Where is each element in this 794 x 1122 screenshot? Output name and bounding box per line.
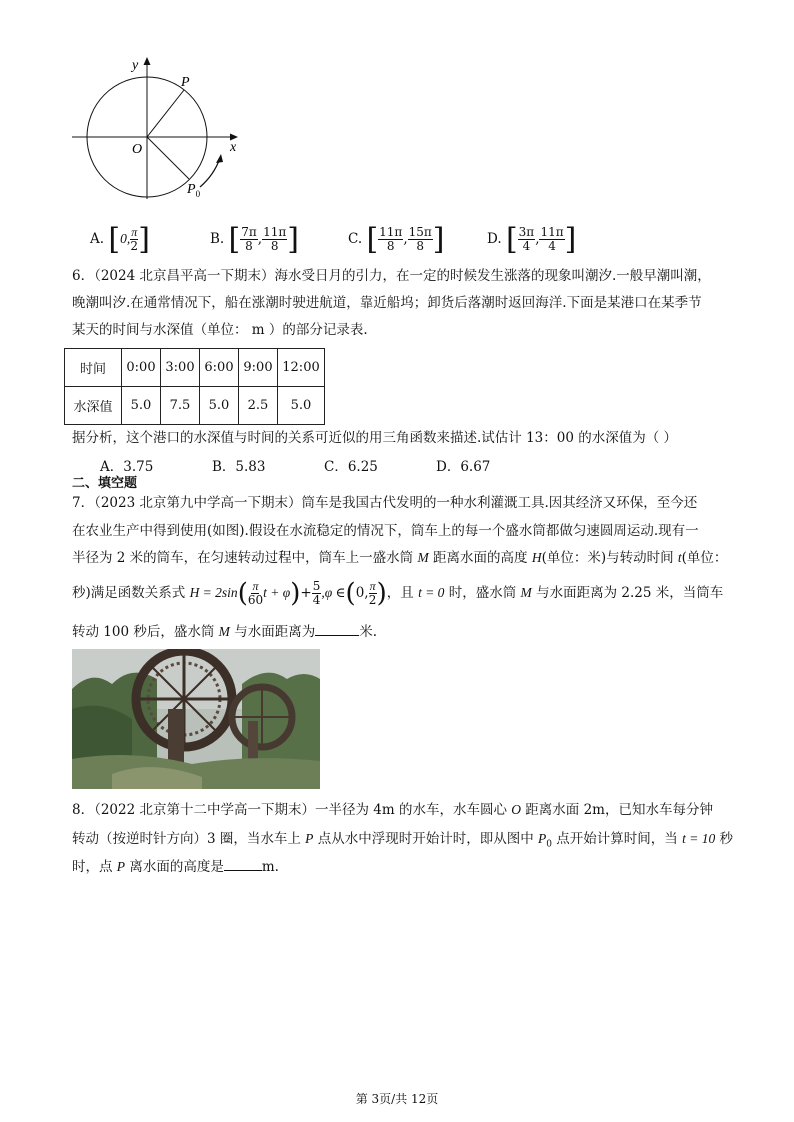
water-wheel-photo xyxy=(72,649,320,789)
origin-label: O xyxy=(132,142,143,157)
table-header-cell: 水深值 xyxy=(65,387,122,425)
y-label: y xyxy=(132,58,139,73)
q5-option-a: A. [0, $\frac{\pi}{2}$ ] xyxy=(90,222,150,257)
table-cell: 5.0 xyxy=(122,387,161,425)
table-cell: 5.0 xyxy=(278,387,325,425)
q6-option-b: B．5.83 xyxy=(212,459,266,475)
q8-line-2: 转动（按逆时针方向）3 圈，当水车上 P 点从水中浮现时开始计时，即从图中 $P_0$ 点开始计算时间，当 t = 10 秒 xyxy=(72,831,734,850)
radius-op0 xyxy=(147,137,189,179)
q6-option-c: C．6.25 xyxy=(324,459,378,475)
q6-option-a: A．3.75 xyxy=(100,459,154,475)
point-p-label: P xyxy=(181,75,190,90)
table-row xyxy=(65,349,325,387)
tide-table xyxy=(64,348,325,425)
table-cell: 7.5 xyxy=(161,387,200,425)
table-cell: 6:00 xyxy=(200,349,239,387)
answer-blank xyxy=(315,621,359,636)
q6-line-1: 6．（2024 北京昌平高一下期末）海水受日月的引力，在一定的时候发生涨落的现象叫潮汐.一般早潮叫潮， xyxy=(72,268,711,284)
q6-line-2: 晚潮叫汐.在通常情况下，船在涨潮时驶进航道，靠近船坞；卸货后落潮时返回海洋.下面是某港口在某季节 xyxy=(72,295,702,311)
point-p0-label: $P_0$ xyxy=(187,182,201,199)
q7-line-5: 转动 100 秒后，盛水筒 M 与水面距离为 米. xyxy=(72,621,377,642)
table-cell: 5.0 xyxy=(200,387,239,425)
q7-line-4: 秒)满足函数关系式 H = 2sin( $\frac{\pi}{60}$ t + φ)+ $\frac{5}{4}$ ,φ ∈(0, $\frac{\pi}{2}$ )，且 t = 0 时，盛水筒 M 与水面距离为 2.25 米，当筒车 xyxy=(72,578,724,609)
radius-op xyxy=(147,90,184,137)
q7-line-3: 半径为 2 米的筒车，在匀速转动过程中，筒车上一盛水筒 M 距离水面的高度 H(单位：米)与转动时间 t(单位： xyxy=(72,550,728,566)
q7-line-1: 7．（2023 北京第九中学高一下期末）筒车是我国古代发明的一种水利灌溉工具.因其经济又环保，至今还 xyxy=(72,495,698,511)
answer-blank xyxy=(224,856,262,871)
table-cell: 9:00 xyxy=(239,349,278,387)
table-cell: 12:00 xyxy=(278,349,325,387)
table-cell: 3:00 xyxy=(161,349,200,387)
unit-circle-figure xyxy=(68,55,258,205)
section-title: 二、填空题 xyxy=(72,476,138,491)
q5-option-d: D. [ $\frac{3\pi}{4}$ , $\frac{11\pi}{4}$ ] xyxy=(487,222,577,257)
q8-line-1: 8．（2022 北京第十二中学高一下期末）一半径为 4m 的水车，水车圆心 O 距离水面 2m，已知水车每分钟 xyxy=(72,802,713,818)
table-cell: 0:00 xyxy=(122,349,161,387)
table-header-cell: 时间 xyxy=(65,349,122,387)
y-axis-arrow xyxy=(144,57,151,65)
page-footer: 第 3页/共 12页 xyxy=(355,1092,439,1106)
q6-after-table: 据分析，这个港口的水深值与时间的关系可近似的用三角函数来描述.试估计 13：00 的水深值为（ ） xyxy=(72,430,678,446)
q7-line-2: 在农业生产中得到使用(如图).假设在水流稳定的情况下，筒车上的每一个盛水筒都做匀速圆周运动.现有一 xyxy=(72,523,699,539)
q5-option-c: C. [ $\frac{11\pi}{8}$ , $\frac{15\pi}{8}$ ] xyxy=(348,222,445,257)
rotation-arrowhead xyxy=(216,154,223,163)
q5-option-b: B. [ $\frac{7\pi}{8}$ , $\frac{11\pi}{8}$ ] xyxy=(210,222,299,257)
q6-line-3: 某天的时间与水深值（单位： m ）的部分记录表. xyxy=(72,322,368,338)
q8-line-3: 时，点 P 离水面的高度是 m. xyxy=(72,856,279,877)
table-row xyxy=(65,387,325,425)
x-label: x xyxy=(230,140,237,155)
q6-option-d: D．6.67 xyxy=(436,459,491,475)
table-cell: 2.5 xyxy=(239,387,278,425)
